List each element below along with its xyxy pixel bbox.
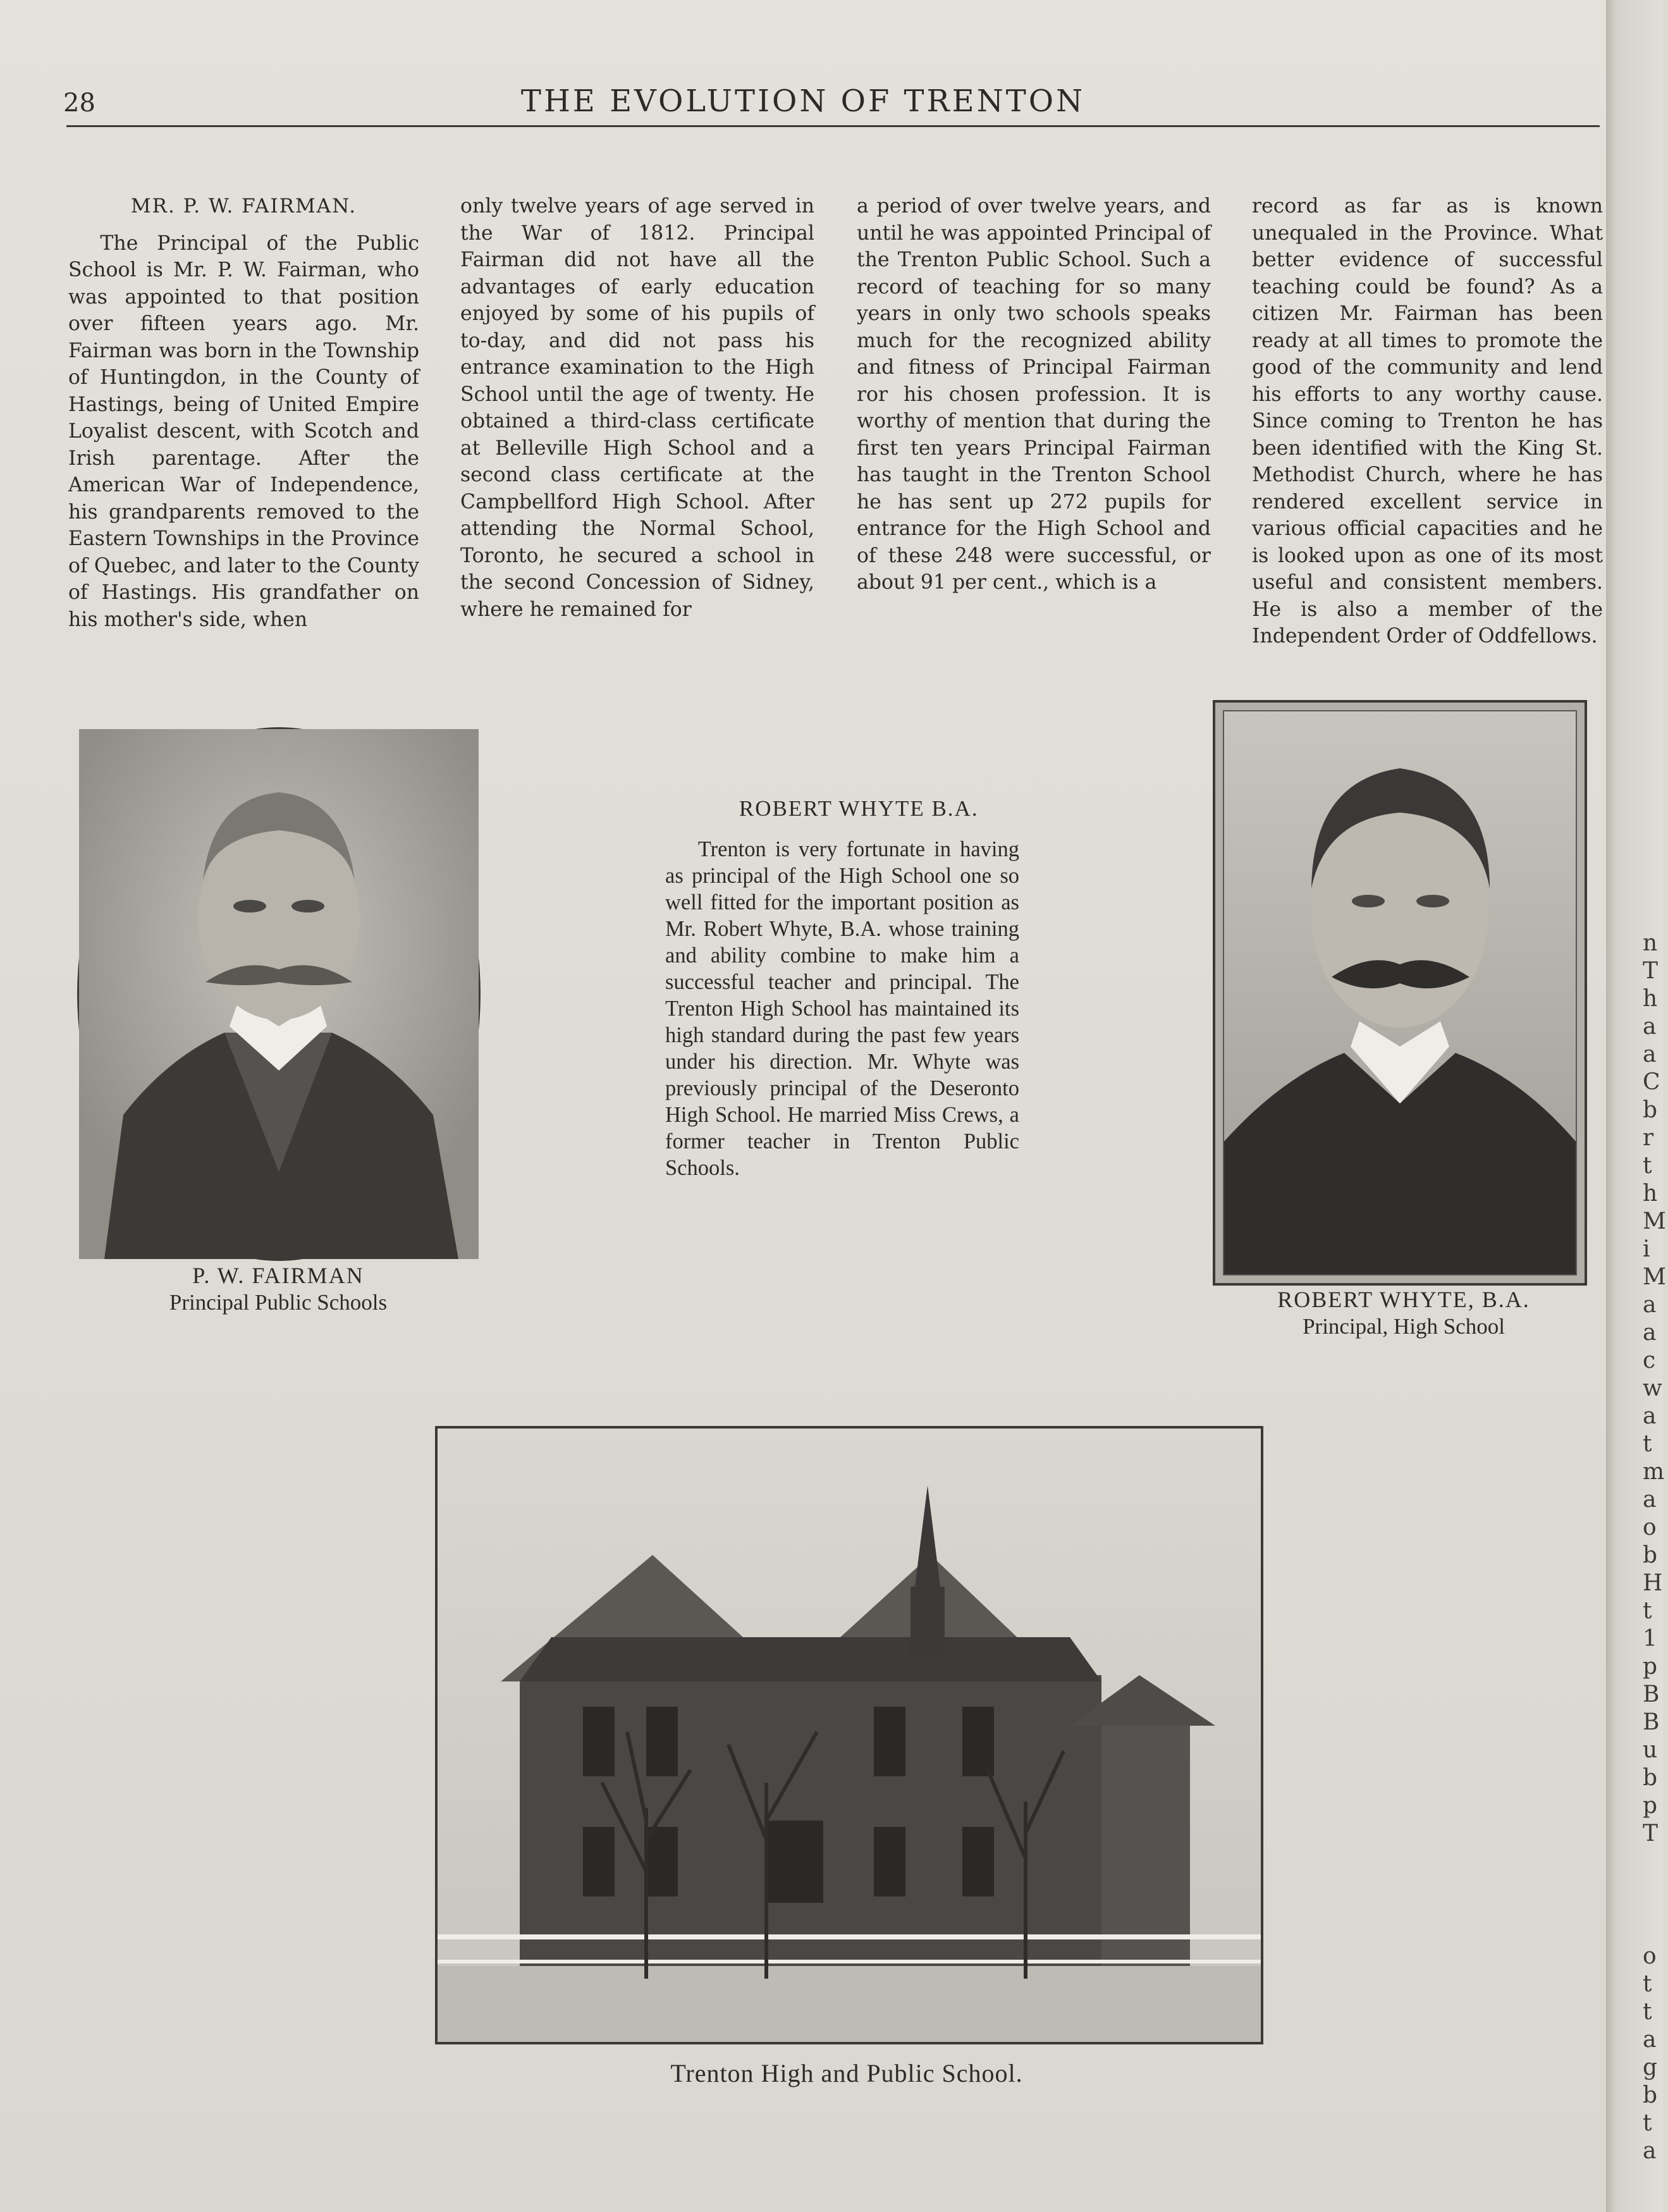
adjacent-page-fragment: t	[1643, 1153, 1652, 1179]
article-column-1	[68, 193, 419, 633]
whyte-caption-role: Principal, High School	[1303, 1314, 1505, 1339]
school-photo-caption: Trenton High and Public School.	[670, 2059, 1023, 2087]
adjacent-page-fragment: c	[1643, 1348, 1656, 1373]
article-column-4	[1252, 193, 1603, 650]
adjacent-page-fragment: p	[1643, 1654, 1658, 1680]
header-rule	[66, 125, 1600, 127]
adjacent-page-fragment: a	[1643, 2138, 1657, 2164]
adjacent-page-fragment: t	[1643, 2110, 1652, 2136]
adjacent-page-fragment: H	[1643, 1570, 1663, 1596]
adjacent-page-fragment: a	[1643, 1292, 1657, 1318]
fairman-article-heading: MR. P. W. FAIRMAN.	[130, 195, 357, 218]
adjacent-page-fragment: i	[1643, 1236, 1650, 1262]
article-column-2	[460, 193, 814, 623]
fairman-portrait-image	[79, 729, 479, 1259]
adjacent-page-fragment: M	[1643, 1208, 1666, 1234]
adjacent-page-fragment: a	[1643, 1041, 1657, 1067]
adjacent-page-fragment: m	[1643, 1459, 1665, 1485]
adjacent-page-fragment: a	[1643, 1403, 1657, 1429]
fairman-text-col4: record as far as is known unequaled in the Province. What better evidence of successful teaching could be found? As a citizen Mr. Fairman has been ready at all times to promote the good of the community and lend his efforts to any worthy cause. Since coming to Trenton he has been identified with the King St. Methodist Church, where he has rendered excellent service in various official capacities and he is looked upon as one of its most useful and consistent members. He is also a member of the Independent Order of Oddfellows.	[1252, 195, 1603, 648]
whyte-caption-name: ROBERT WHYTE, B.A.	[1277, 1287, 1530, 1312]
adjacent-page-fragment: 1	[1643, 1626, 1657, 1652]
fairman-caption	[126, 1262, 430, 1316]
adjacent-page-fragment: t	[1643, 1431, 1652, 1457]
adjacent-page-fragment: u	[1643, 1737, 1658, 1763]
adjacent-page-fragment: h	[1643, 1181, 1658, 1207]
adjacent-page-fragment: r	[1643, 1125, 1654, 1151]
adjacent-page-fragment: b	[1643, 2082, 1658, 2108]
whyte-portrait-image	[1224, 711, 1576, 1274]
adjacent-page-fragment: a	[1643, 1320, 1657, 1346]
adjacent-page-fragment: M	[1643, 1264, 1666, 1290]
adjacent-page-fragment: t	[1643, 1598, 1652, 1624]
adjacent-page-fragment: w	[1643, 1375, 1662, 1401]
page-number: 28	[63, 89, 95, 118]
adjacent-page-fragment: T	[1643, 1821, 1659, 1846]
adjacent-page-fragment: p	[1643, 1793, 1658, 1819]
adjacent-page-fragment: b	[1643, 1097, 1658, 1123]
adjacent-page-fragment: o	[1643, 1515, 1657, 1540]
adjacent-page-fragment: h	[1643, 986, 1658, 1012]
article-column-3	[857, 193, 1211, 596]
fairman-text-col2: only twelve years of age served in the War of 1812. Principal Fairman did not have all the advantages of early education enjoyed by some of his pupils of to-day, and did not pass his entrance examination to the High School until the age of twenty. He obtained a third-class certificate at Belleville High School and a second class certificate at the Campbellford High School. After attending the Normal School, Toronto, he secured a school in the second Concession of Sidney, where he remained for	[460, 195, 814, 621]
fairman-caption-name: P. W. FAIRMAN	[192, 1263, 364, 1288]
adjacent-page-fragment: a	[1643, 1487, 1657, 1513]
adjacent-page-fragment: a	[1643, 1014, 1657, 1040]
running-title: THE EVOLUTION OF TRENTON	[520, 83, 1086, 119]
adjacent-page-fragment: B	[1643, 1681, 1660, 1707]
school-building-image	[438, 1429, 1261, 2042]
adjacent-page-fragment: t	[1643, 1971, 1652, 1997]
adjacent-page-fragment: B	[1643, 1709, 1660, 1735]
adjacent-page-fragment: o	[1643, 1943, 1657, 1969]
adjacent-page-fragment: b	[1643, 1542, 1658, 1568]
whyte-article	[665, 796, 1019, 1181]
adjacent-page-fragment: a	[1643, 2027, 1657, 2053]
fairman-text-col1: The Principal of the Public School is Mr. P. W. Fairman, who was appointed to that position over fifteen years ago. Mr. Fairman was born in the Township of Huntingdon, in the County of Hastings, being of United Empire Loyalist descent, with Scotch and Irish parentage. After the American War of Independence, his grandparents removed to the Eastern Townships in the Province of Quebec, and later to the County of Hastings. His grandfather on his mother's side, when	[68, 231, 419, 631]
adjacent-page-fragment: C	[1643, 1069, 1660, 1095]
whyte-caption	[1233, 1286, 1574, 1340]
adjacent-page-fragment: T	[1643, 958, 1659, 984]
adjacent-page-edge	[1606, 0, 1666, 2212]
whyte-portrait	[1213, 700, 1587, 1286]
whyte-portrait-frame	[1223, 710, 1577, 1275]
fairman-portrait	[77, 727, 481, 1261]
school-photo	[435, 1426, 1263, 2044]
adjacent-page-fragment: n	[1643, 930, 1658, 956]
adjacent-page-fragment: t	[1643, 1999, 1652, 2025]
fairman-text-col3: a period of over twelve years, and until he was appointed Principal of the Trenton Public School. Such a record of teaching for so many years in only two schools speaks much for the recognized ability and fitness of Principal Fairman ror his chosen profession. It is worthy of mention that during the first ten years Principal Fairman has taught in the Trenton School he has sent up 272 pupils for entrance for the High School and of these 248 were successful, or about 91 per cent., which is a	[857, 195, 1211, 594]
fairman-caption-role: Principal Public Schools	[169, 1290, 388, 1315]
whyte-article-heading: ROBERT WHYTE B.A.	[739, 796, 979, 821]
whyte-article-body: Trenton is very fortunate in having as principal of the High School one so well fitted for the important position as Mr. Robert Whyte, B.A. whose training and ability combine to make him a successful teacher and principal. The Trenton High School has maintained its high standard during the past few years under his direction. Mr. Whyte was previously principal of the Deseronto High School. He married Miss Crews, a former teacher in Trenton Public Schools.	[665, 837, 1019, 1180]
adjacent-page-fragment: g	[1643, 2055, 1658, 2080]
adjacent-page-fragment: b	[1643, 1765, 1658, 1791]
